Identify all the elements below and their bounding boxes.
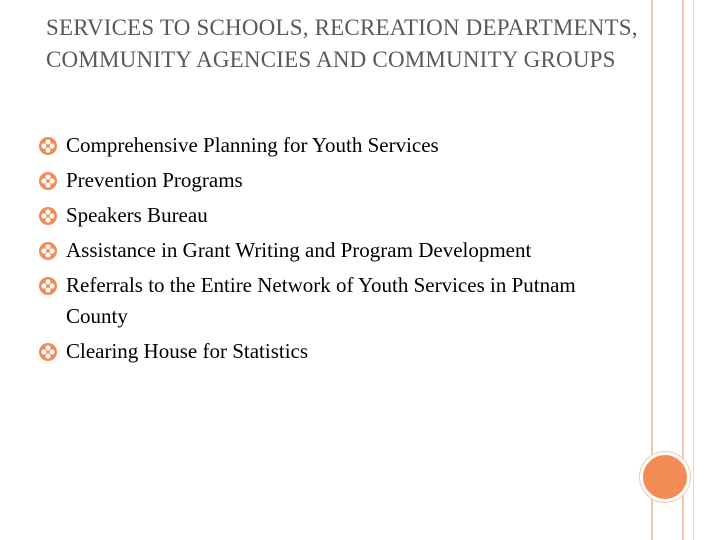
list-item (38, 336, 638, 367)
bullet-list (38, 130, 638, 371)
decorative-rule (693, 0, 694, 540)
decorative-circle (640, 452, 690, 502)
list-item (38, 130, 638, 161)
flower-bullet-icon (38, 276, 58, 296)
flower-bullet-icon (38, 171, 58, 191)
list-item (38, 165, 638, 196)
flower-bullet-icon (38, 342, 58, 362)
list-item-text: Referrals to the Entire Network of Youth Services in Putnam County (66, 273, 576, 328)
list-item-text: Comprehensive Planning for Youth Services (66, 133, 439, 157)
list-item (38, 235, 638, 266)
list-item-text: Prevention Programs (66, 168, 243, 192)
list-item-text: Assistance in Grant Writing and Program Development (66, 238, 532, 262)
flower-bullet-icon (38, 206, 58, 226)
list-item (38, 270, 638, 332)
slide-title: SERVICES TO SCHOOLS, RECREATION DEPARTMENTS, COMMUNITY AGENCIES AND COMMUNITY GROUPS (46, 15, 638, 72)
flower-bullet-icon (38, 241, 58, 261)
list-item (38, 200, 638, 231)
list-item-text: Clearing House for Statistics (66, 339, 309, 363)
flower-bullet-icon (38, 136, 58, 156)
list-item-text: Speakers Bureau (66, 203, 208, 227)
